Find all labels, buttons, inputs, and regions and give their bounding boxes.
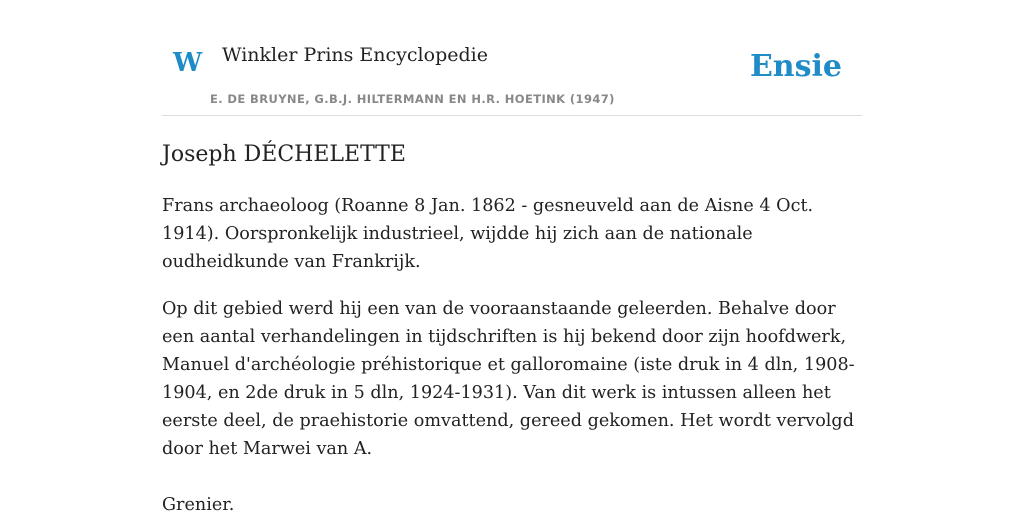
brand-logo[interactable]: Ensie (749, 49, 842, 84)
article-paragraph: Grenier. (162, 495, 235, 515)
page (162, 0, 862, 515)
article-paragraph: Op dit gebied werd hij een van de vooraanstaande geleerden. Behalve door een aantal verhandelingen in tijdschriften is hij bekend door zijn hoofdwerk, Manuel d'archéologie préhistorique et galloromaine (iste druk in 4 dln, 1908-1904, en 2de druk in 5 dln, 1924-1931). Van dit werk is intussen alleen het eerste deel, de praehistorie omvattend, gereed gekomen. Het wordt vervolgd door het Marwei van A. (162, 299, 855, 459)
article-title: Joseph DÉCHELETTE (162, 142, 406, 167)
site-header (162, 0, 862, 116)
site-title[interactable]: Winkler Prins Encyclopedie (222, 44, 488, 66)
site-logo-icon[interactable]: W (173, 48, 203, 78)
source-authors: E. DE BRUYNE, G.B.J. HILTERMANN EN H.R. HOETINK (1947) (210, 92, 615, 106)
article-paragraph: Frans archaeoloog (Roanne 8 Jan. 1862 - gesneuveld aan de Aisne 4 Oct. 1914). Oorspronkelijk industrieel, wijdde hij zich aan de nationale oudheidkunde van Frankrijk. (162, 196, 814, 272)
